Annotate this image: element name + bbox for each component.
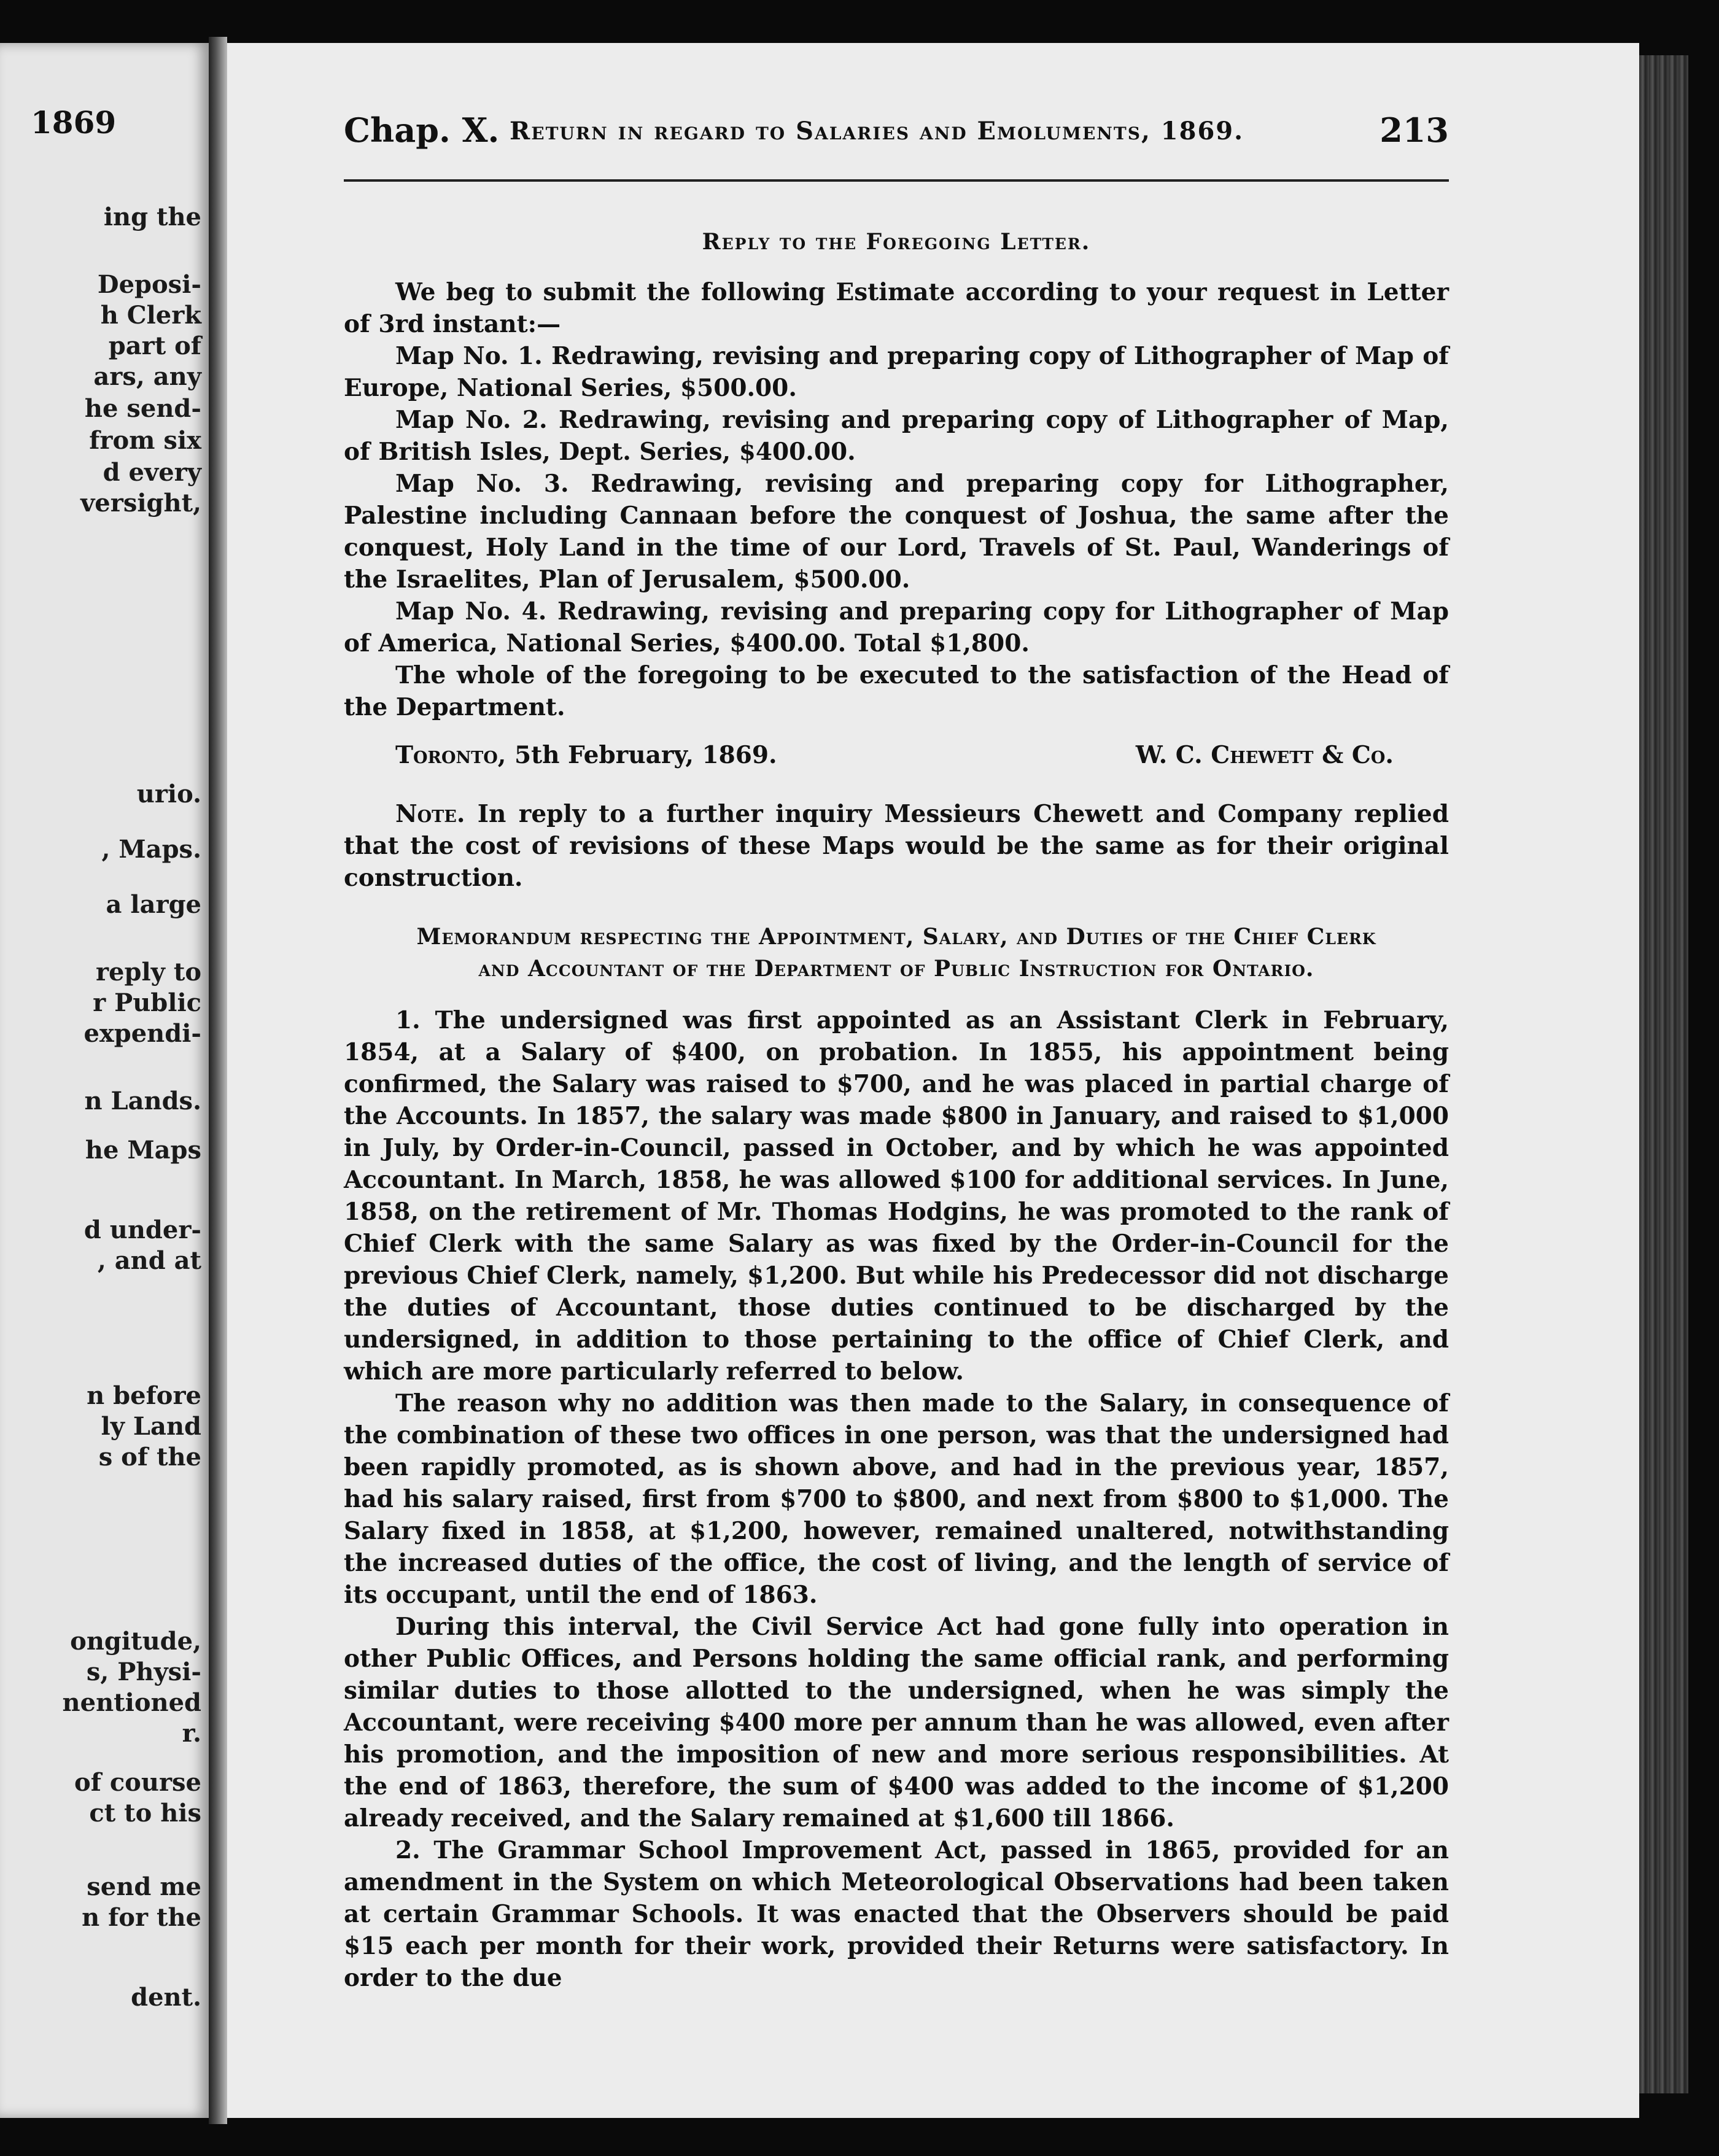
left-page-line-fragment: , Maps.	[101, 835, 201, 864]
page-edge-stack	[1639, 55, 1688, 2093]
reply-paragraph: Map No. 1. Redrawing, revising and preparing copy of Lithographer of Map of Europe, National Series, $500.00.	[344, 342, 1449, 402]
left-page-line-fragment: part of	[108, 332, 201, 360]
reply-signoff	[344, 739, 1449, 771]
reply-paragraph: Map No. 2. Redrawing, revising and preparing copy of Lithographer of Map, of British Isles, Dept. Series, $400.00.	[344, 406, 1449, 466]
left-page-number: 1869	[31, 104, 117, 141]
left-page-line-fragment: dent.	[131, 1983, 201, 2012]
reply-signer: W. C. Chewett & Co.	[1135, 741, 1394, 769]
memo-title-line-2: and Accountant of the Department of Public Instruction for Ontario.	[478, 956, 1314, 982]
memo-paragraph: 2. The Grammar School Improvement Act, passed in 1865, provided for an amendment in the System on which Meteorological Observations had been taken at certain Grammar Schools. It was enacted that the Observers should be paid $15 each per month for their work, provided their Returns were satisfactory. In order to the due	[344, 1836, 1449, 1992]
left-page-line-fragment: , and at	[97, 1246, 201, 1275]
left-page-line-fragment: s of the	[98, 1443, 201, 1472]
left-page-line-fragment: nentioned	[62, 1688, 201, 1717]
left-page-line-fragment: d under-	[83, 1216, 201, 1244]
reply-paragraph: We beg to submit the following Estimate according to your request in Letter of 3rd instant:—	[344, 278, 1449, 338]
right-page	[227, 43, 1639, 2118]
chapter-label: Chap. X.	[344, 111, 500, 150]
note-text: In reply to a further inquiry Messieurs Chewett and Company replied that the cost of revisions of these Maps would be the same as for their original construction.	[344, 800, 1449, 892]
memo-paragraph: 1. The undersigned was first appointed as an Assistant Clerk in February, 1854, at a Salary of $400, on probation. In 1855, his appointment being confirmed, the Salary was raised to $700, and he was placed in partial charge of the Accounts. In 1857, the salary was made $800 in January, and raised to $1,000 in July, by Order-in-Council, passed in October, and by which he was appointed Accountant. In March, 1858, he was allowed $100 for additional services. In June, 1858, on the retirement of Mr. Thomas Hodgins, he was promoted to the rank of Chief Clerk with the same Salary as was fixed by the Order-in-Council for the previous Chief Clerk, namely, $1,200. But while his Predecessor did not discharge the duties of Accountant, those duties continued to be discharged by the undersigned, in addition to those pertaining to the office of Chief Clerk, and which are more particularly referred to below.	[344, 1006, 1449, 1386]
left-page-line-fragment: Deposi-	[97, 270, 201, 299]
memo-title-line-1: Memorandum respecting the Appointment, Salary, and Duties of the Chief Clerk	[416, 924, 1376, 950]
running-title: Return in regard to Salaries and Emoluments, 1869.	[510, 117, 1244, 145]
left-page-line-fragment: expendi-	[83, 1019, 201, 1048]
left-page-line-fragment: r Public	[93, 988, 201, 1017]
note-label: Note.	[395, 800, 465, 828]
reply-paragraph: Map No. 3. Redrawing, revising and preparing copy for Lithographer, Palestine including Cannaan before the conquest of Joshua, the same after the conquest, Holy Land in the time of our Lord, Travels of St. Paul, Wanderings of the Israelites, Plan of Jerusalem, $500.00.	[344, 470, 1449, 594]
left-page-line-fragment: reply to	[95, 958, 201, 987]
left-page-line-fragment: send me	[87, 1872, 201, 1901]
reply-place-date	[395, 739, 777, 771]
left-page-line-fragment: ct to his	[89, 1799, 201, 1828]
note-paragraph	[344, 798, 1449, 894]
memo-title	[344, 921, 1449, 985]
left-page-line-fragment: d every	[103, 458, 201, 487]
left-page-line-fragment: ars, any	[93, 362, 201, 391]
page-body	[344, 215, 1449, 1994]
reply-paragraph: The whole of the foregoing to be executed to the satisfaction of the Head of the Department.	[344, 661, 1449, 721]
reply-paragraph: Map No. 4. Redrawing, revising and preparing copy for Lithographer of Map of America, National Series, $400.00. Total $1,800.	[344, 597, 1449, 657]
left-page-line-fragment: n for the	[82, 1903, 201, 1932]
memo-paragraph: The reason why no addition was then made to the Salary, in consequence of the combination of these two offices in one person, was that the undersigned had been rapidly promoted, as is shown above, and had in the previous year, 1857, had his salary raised, first from $700 to $800, and next from $800 to $1,000. The Salary fixed in 1858, at $1,200, however, remained unaltered, notwithstanding the increased duties of the office, the cost of living, and the length of service of its occupant, until the end of 1863.	[344, 1389, 1449, 1609]
left-page-line-fragment: of course	[74, 1768, 201, 1797]
memo-paragraph: During this interval, the Civil Service Act had gone fully into operation in other Public Offices, and Persons holding the same official rank, and performing similar duties to those allotted to the undersigned, when he was simply the Accountant, were receiving $400 more per annum than he was allowed, even after his promotion, and the imposition of new and more serious responsibilities. At the end of 1863, therefore, the sum of $400 was added to the income of $1,200 already received, and the Salary remained at $1,600 till 1866.	[344, 1613, 1449, 1832]
left-page-line-fragment: h Clerk	[100, 301, 201, 330]
left-page-line-fragment: s, Physi-	[86, 1658, 201, 1686]
book-gutter	[209, 37, 227, 2124]
reply-date: , 5th February, 1869.	[497, 741, 777, 769]
header-rule	[344, 179, 1449, 182]
running-header	[344, 111, 1449, 153]
left-page-line-fragment: he Maps	[85, 1136, 201, 1165]
left-page-line-fragment: versight,	[80, 489, 201, 518]
left-page-line-fragment: from six	[89, 426, 201, 455]
reply-title: Reply to the Foregoing Letter.	[702, 229, 1091, 255]
left-page-line-fragment: r.	[182, 1719, 201, 1748]
left-page-line-fragment: ly Land	[101, 1412, 201, 1441]
left-page-line-fragment: he send-	[84, 394, 201, 423]
left-page-line-fragment: n Lands.	[84, 1087, 201, 1115]
left-page-line-fragment: urio.	[136, 780, 201, 808]
left-page-line-fragment: n before	[87, 1381, 201, 1410]
reply-place: Toronto	[395, 741, 498, 769]
left-page-line-fragment: ing the	[103, 203, 201, 231]
left-page-line-fragment: ongitude,	[70, 1627, 201, 1656]
left-page-fragment	[0, 43, 209, 2118]
left-page-line-fragment: a large	[106, 890, 201, 919]
page-number: 213	[1379, 111, 1449, 150]
